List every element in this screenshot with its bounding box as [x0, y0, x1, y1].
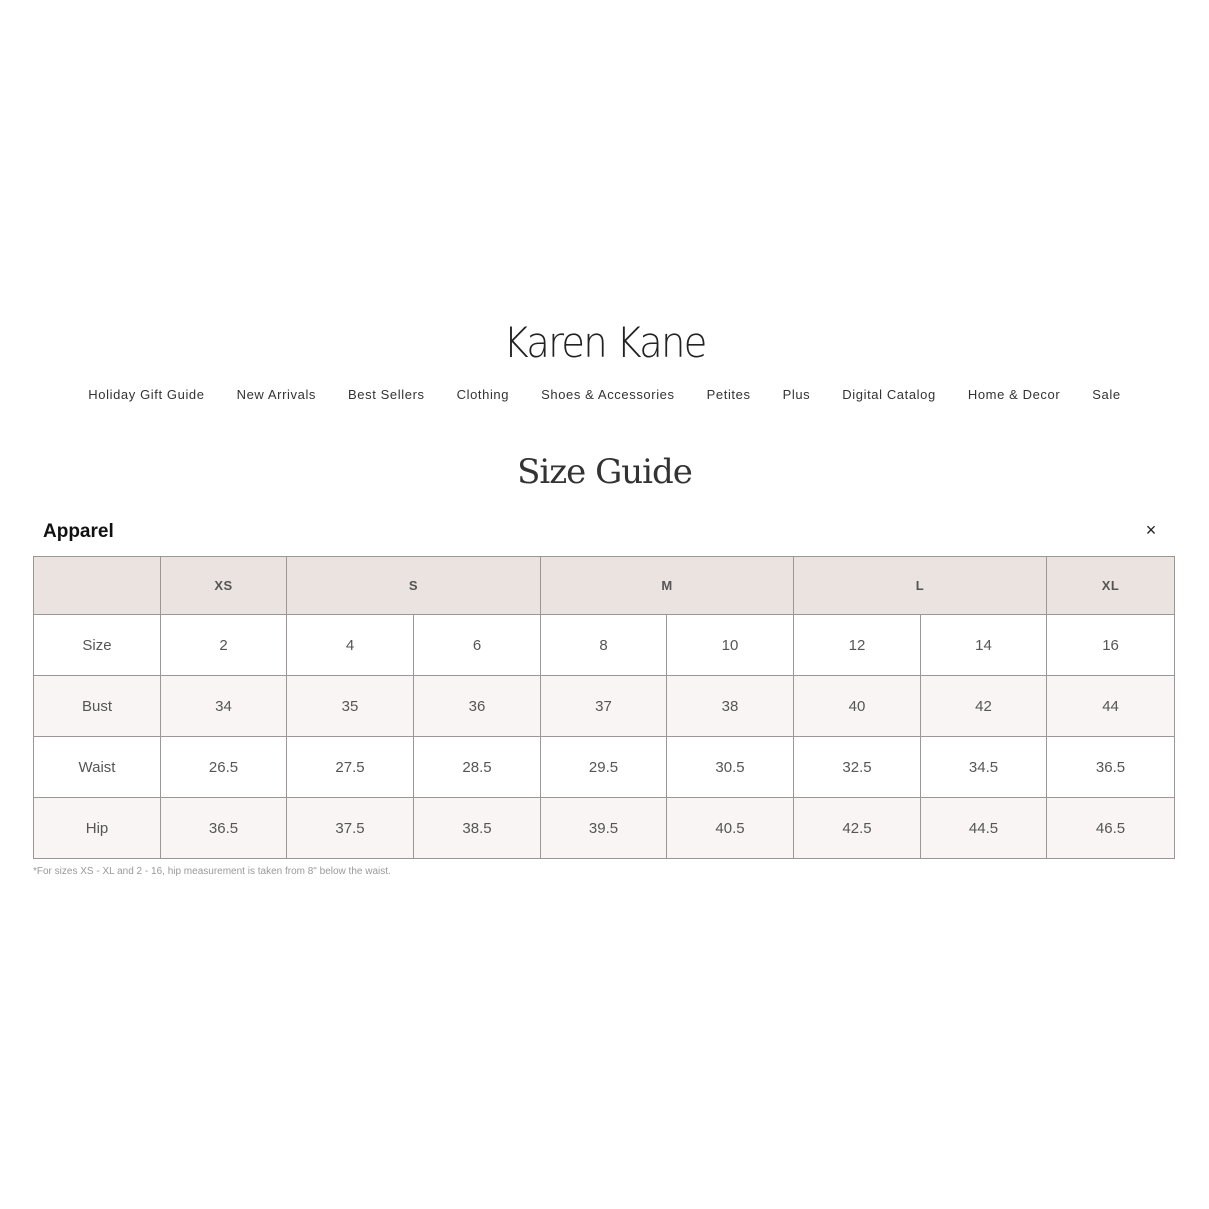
close-icon[interactable]: × [1145, 520, 1157, 540]
brand-logo[interactable]: Karen Kane [503, 318, 706, 367]
table-cell: 8 [541, 615, 667, 676]
row-label: Bust [34, 676, 161, 737]
nav-item-best-sellers[interactable]: Best Sellers [348, 387, 425, 402]
row-label: Hip [34, 798, 161, 859]
nav-item-petites[interactable]: Petites [706, 387, 751, 402]
table-cell: 40 [794, 676, 921, 737]
table-cell: 12 [794, 615, 921, 676]
size-group-xs: XS [161, 557, 287, 615]
size-group-header-row [34, 557, 1175, 615]
table-cell: 14 [921, 615, 1047, 676]
section-title: Apparel [43, 521, 114, 542]
table-cell: 26.5 [161, 737, 287, 798]
table-cell: 29.5 [541, 737, 667, 798]
table-cell: 42.5 [794, 798, 921, 859]
table-cell: 34 [161, 676, 287, 737]
size-table [33, 556, 1175, 859]
table-row-hip [34, 798, 1175, 859]
nav-item-home-decor[interactable]: Home & Decor [967, 387, 1061, 402]
table-cell: 32.5 [794, 737, 921, 798]
table-cell: 10 [667, 615, 794, 676]
table-cell: 4 [287, 615, 414, 676]
table-row-bust [34, 676, 1175, 737]
table-cell: 30.5 [667, 737, 794, 798]
table-cell: 36.5 [1047, 737, 1175, 798]
size-group-xl: XL [1047, 557, 1175, 615]
size-footnote: *For sizes XS - XL and 2 - 16, hip measurement is taken from 8" below the waist. [33, 866, 391, 877]
nav-item-shoes-accessories[interactable]: Shoes & Accessories [541, 387, 675, 402]
table-cell: 40.5 [667, 798, 794, 859]
table-cell: 36 [414, 676, 541, 737]
table-row-size [34, 615, 1175, 676]
table-cell: 36.5 [161, 798, 287, 859]
table-cell: 46.5 [1047, 798, 1175, 859]
nav-item-holiday-gift-guide[interactable]: Holiday Gift Guide [88, 387, 205, 402]
table-cell: 44.5 [921, 798, 1047, 859]
table-cell: 38 [667, 676, 794, 737]
table-cell: 38.5 [414, 798, 541, 859]
table-cell: 27.5 [287, 737, 414, 798]
table-row-waist [34, 737, 1175, 798]
header-blank-cell [34, 557, 161, 615]
size-group-s: S [287, 557, 541, 615]
table-cell: 37 [541, 676, 667, 737]
table-cell: 16 [1047, 615, 1175, 676]
table-cell: 2 [161, 615, 287, 676]
page-title: Size Guide [517, 452, 692, 492]
table-cell: 44 [1047, 676, 1175, 737]
main-nav [0, 387, 1209, 402]
nav-item-plus[interactable]: Plus [782, 387, 811, 402]
table-cell: 37.5 [287, 798, 414, 859]
table-cell: 35 [287, 676, 414, 737]
nav-item-clothing[interactable]: Clothing [456, 387, 510, 402]
table-cell: 42 [921, 676, 1047, 737]
table-cell: 39.5 [541, 798, 667, 859]
nav-item-sale[interactable]: Sale [1092, 387, 1121, 402]
table-cell: 34.5 [921, 737, 1047, 798]
size-group-m: M [541, 557, 794, 615]
row-label: Waist [34, 737, 161, 798]
row-label: Size [34, 615, 161, 676]
size-group-l: L [794, 557, 1047, 615]
nav-item-new-arrivals[interactable]: New Arrivals [236, 387, 317, 402]
nav-item-digital-catalog[interactable]: Digital Catalog [842, 387, 936, 402]
table-cell: 28.5 [414, 737, 541, 798]
table-cell: 6 [414, 615, 541, 676]
